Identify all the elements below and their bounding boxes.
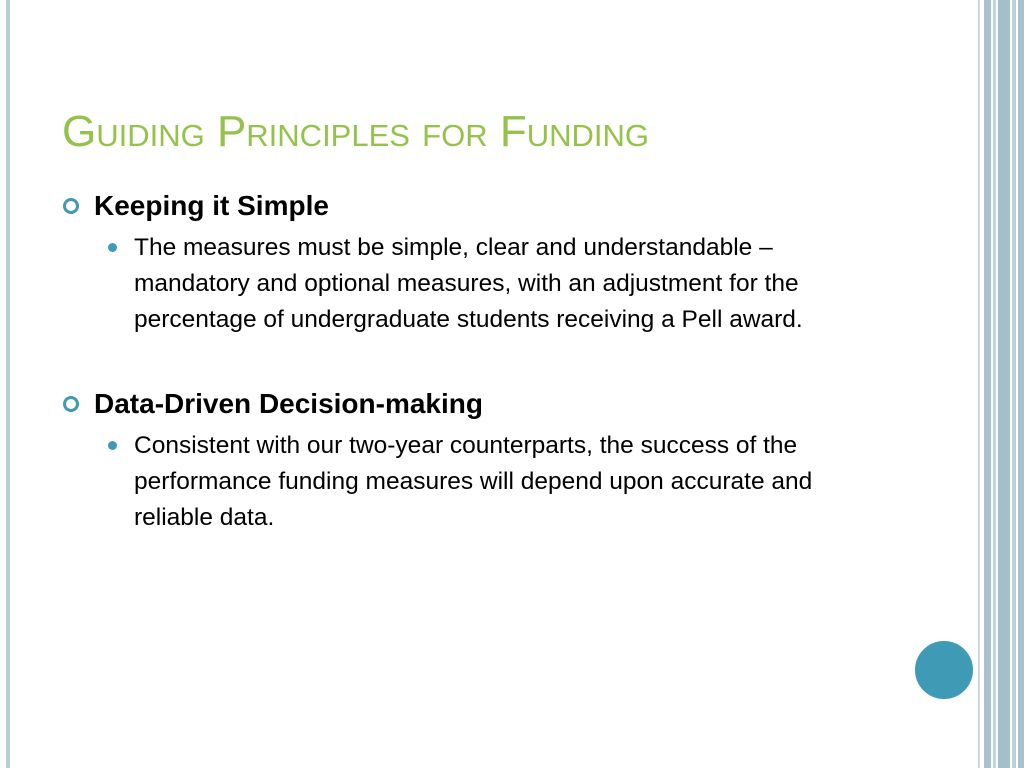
- section-data-driven: [62, 384, 892, 536]
- section-header: [62, 384, 892, 424]
- bullet-text: [134, 428, 894, 536]
- right-border-stripe: [1012, 0, 1016, 768]
- right-border-stripe: [984, 0, 991, 768]
- right-border-stripe: [978, 0, 980, 768]
- section-header: [62, 186, 892, 226]
- right-border-stripe: [1018, 0, 1024, 768]
- right-border-stripe: [993, 0, 996, 768]
- bullet-text: [134, 230, 894, 338]
- right-border-stripe: [998, 0, 1010, 768]
- dot-bullet-icon: [108, 243, 117, 252]
- section-item: [62, 186, 892, 338]
- ring-bullet-icon: [63, 396, 79, 412]
- section-keeping-simple: [62, 186, 892, 338]
- dot-bullet-icon: [108, 441, 117, 450]
- slide-title: Guiding Principles for Funding: [62, 107, 649, 156]
- left-border-rule: [6, 0, 10, 768]
- ring-bullet-icon: [63, 198, 79, 214]
- circle-decoration: [912, 638, 976, 702]
- slide-content: [62, 186, 892, 536]
- bullet-body: The measures must be simple, clear and understandable – mandatory and optional measures, with an adjustment for the percentage of undergraduate students receiving a Pell award.: [134, 234, 803, 333]
- section-heading: Data-Driven Decision-making: [94, 388, 483, 419]
- section-item: [62, 384, 892, 536]
- section-heading: Keeping it Simple: [94, 190, 329, 221]
- bullet-body: Consistent with our two-year counterparts, the success of the performance funding measures will depend upon accurate and reliable data.: [134, 432, 813, 531]
